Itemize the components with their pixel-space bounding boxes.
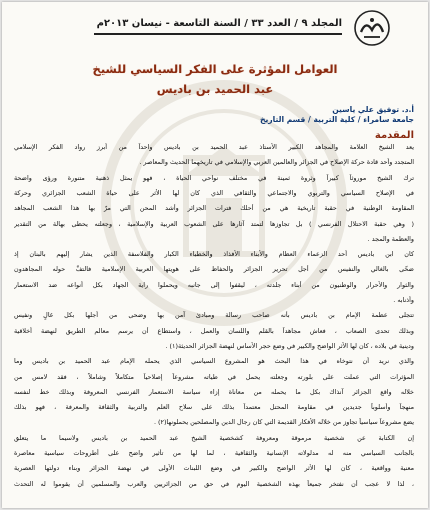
body-line: يضع مشروعاً سياسياً تجاوز من خلاله الأفكار القديمة التي كان رجال الدين والمصلحين يحملونها(٢) . <box>153 418 414 427</box>
body-line: ، لذا لا عجب أن نفتخر جميعاً بهذه الشخصية اليوم في حق من الجزائريين والعرب والمسلمين أن يقوموا له التحدث <box>14 479 414 488</box>
body-line: يعد الشيخ العلامة والمجاهد الكبير الأستاذ عبد الحميد بن باديس واحداً من أبرز رواد الفكر الإسلامي <box>14 143 414 151</box>
body-line: المؤثرات التي عملت على بلورته وجعلته يحمل في طياته مشروعاً إصلاحياً متكاملاً وشاملاً ، فقد لامس من <box>14 372 414 381</box>
header-rule <box>94 33 342 35</box>
journal-header <box>2 2 428 52</box>
section-heading: المقدمة <box>374 130 414 141</box>
body-line: ( وهي حقبة الاحتلال الفرنسي ) بل تجاوزها لتمتد آثارها على الشعوب العربية والإسلامية ، وجعلته يحظى بهالة من التقدير <box>14 219 414 228</box>
body-line: في الإصلاح السياسي والتربوي والاجتماعي والثقافي الذي كان لها الأثر على حياة الشعب الجزائري وحركة <box>14 188 414 197</box>
body-line: ودينية في بلاده ، كان لها الأثر الواضح والكبير في وضع حجر الأساس لنهضة الجزائر الحديثة(١) . <box>165 341 414 350</box>
body-line: خلاله واقع الجزائر آنذاك بكل ما يحمله من معاناة إزاء سياسة الاستعمار الفرنسي المعروفة وبذلك خط لنفسه <box>14 387 414 396</box>
author-affiliation: جامعة سامراء / كلية التربية / قسم التاريخ <box>259 115 414 124</box>
body-line: والذي نريد أن نتوخاه في هذا البحث هو المشروع السياسي الذي يحمله الإمام عبد الحميد بن باديس وما <box>14 357 414 366</box>
body-line: والعظمة والمجد . <box>367 234 414 243</box>
body-line: ضحّى بالغالي والنفيس من أجل تحرير الجزائر والحفاظ على هويتها العربية الإسلامية فالتفَّ حوله المجاهدون <box>14 265 414 274</box>
body-line: معنية وواقعية ، كان لها الأثر الواضح والكبير في وضع اللبنات الأولى في نهضة الجزائر وبناء دولتها العصرية <box>14 464 414 473</box>
article-title-line-1: العوامل المؤثرة على الفكر السياسي للشيخ <box>92 62 338 76</box>
body-line: بالجانب السياسي منه له مدلولاته الإنسانية والثقافية ، لما لها من تأثير واضح على أطروحات سياسية معاصرة <box>14 449 414 457</box>
body-line: كان ابن باديس أحد الزعماء العظام والأبناء الأفذاذ والخطباء الكبار والفلاسفة الذين يشار إليهم بالبنان إذ <box>14 250 414 259</box>
body-line: ترك الشيخ موروثاً كبيراً وثروة ثمينة في مختلف نواحي الحياة ، فهو يمثل ذهنية متنورة ورؤى واضحة <box>14 173 414 182</box>
body-line: تتجلى عظمة الإمام بن باديس بأنه صاحب رسالة ومبادئ آمن بها وضحى من أجلها بكل غالٍ ونفيس <box>14 311 414 320</box>
body-line: والثوار والأحرار والوطنيون من أبناء جلدته ، ليقفوا إلى جانبه ويحملوا راية الجهاد بكل أنواعه ضد الاستعمار <box>14 280 414 289</box>
body-line: منهجاً وأسلوباً جديدين في مقاومة المحتل معتمداً بذلك على سلاح العلم والتربية والثقافة والمعرفة ، فهو بذلك <box>14 403 414 412</box>
body-line: المتجدد وأحد قادة حركة الإصلاح في الجزائر والعالمين العربي والإسلامي في تاريخهما الحديث والمعاصر . <box>139 158 414 167</box>
body-line: وأذنابه . <box>393 296 414 304</box>
author-name: أ.د. توفيق علي ياسين <box>332 105 414 114</box>
issue-info: المجلد ٩ / العدد ٣٣ / السنة التاسعة - نيسان ٢٠١٣م <box>96 18 342 29</box>
body-line: المقاومة الوطنية في حقبة تاريخية هي من أحلك فترات الجزائر وأشد المحن التي مرّ بها هذا الشعب المجاهد <box>14 204 414 213</box>
body-line: إن الكتابة عن شخصية مرموقة ومعروفة كشخصية الشيخ عبد الحميد بن باديس ولاسيما ما يتعلق <box>14 433 414 442</box>
document-page <box>2 2 428 508</box>
article-title-line-2: عبد الحميد بن باديس <box>156 82 274 96</box>
body-line: وبذلك تحدى الصعاب ، فعاش مجاهداً بالقلم واللسان والعمل ، واستطاع أن يرسم معالم الطريق لنهضة أخلاقية <box>14 326 414 335</box>
journal-logo-icon <box>352 8 392 48</box>
